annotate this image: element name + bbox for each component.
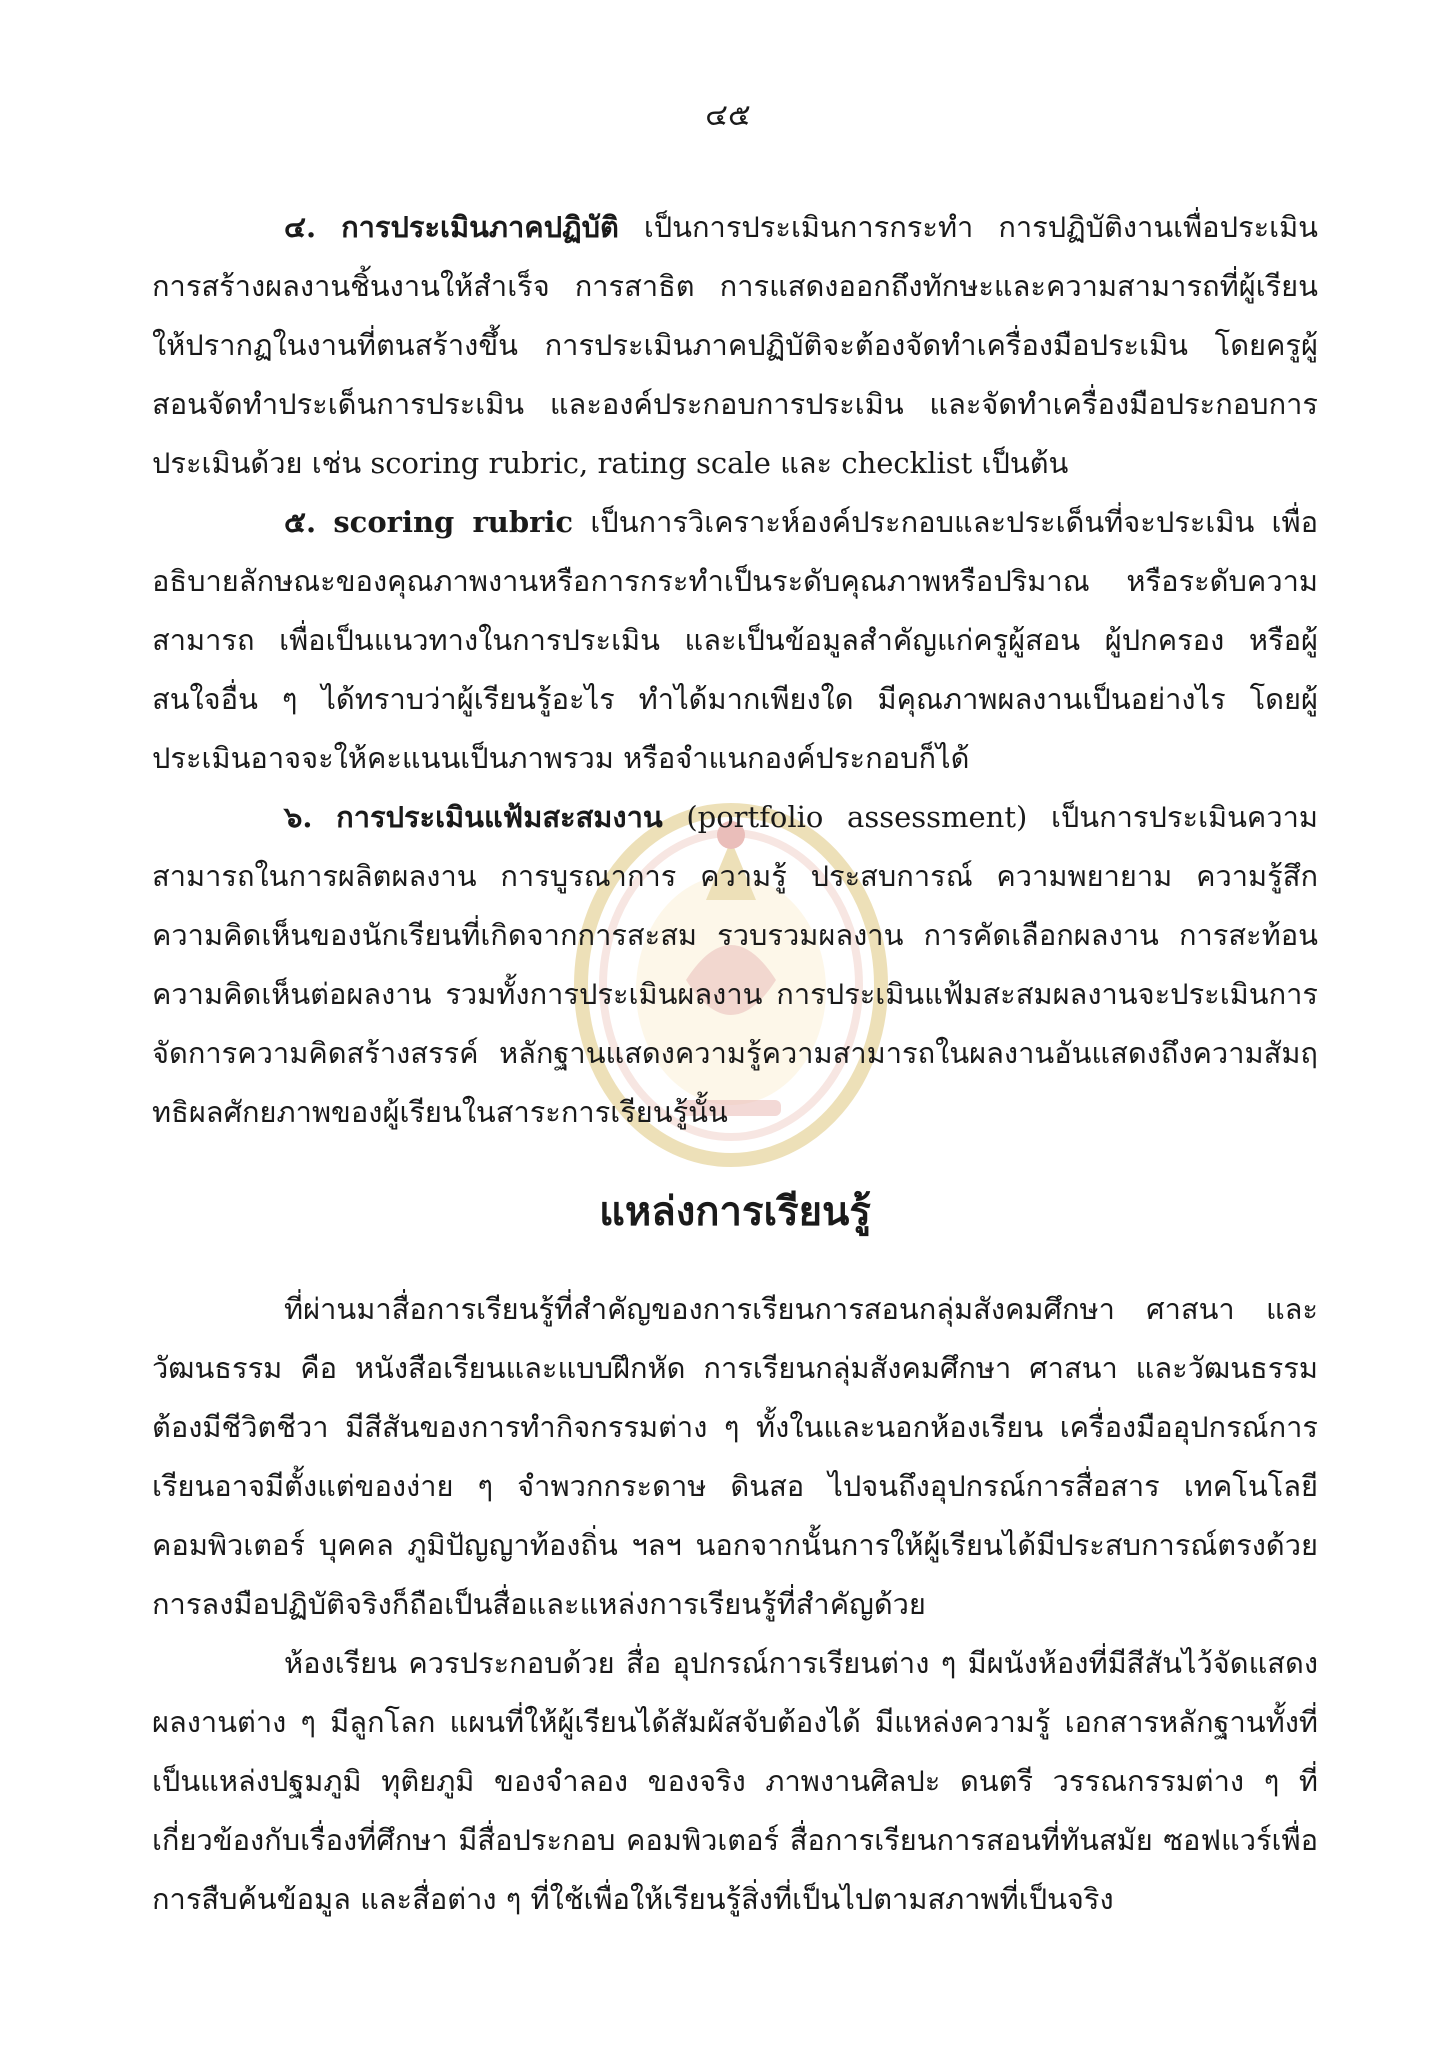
document-body	[152, 198, 1318, 1929]
section-paragraph: ที่ผ่านมาสื่อการเรียนรู้ที่สำคัญของการเรียนการสอนกลุ่มสังคมศึกษา ศาสนา และวัฒนธรรม คือ หนังสือเรียนและแบบฝึกหัด การเรียนกลุ่มสังคมศึกษา ศาสนา และวัฒนธรรมต้องมีชีวิตชีวา มีสีสันของการทำกิจกรรมต่าง ๆ ทั้งในและนอกห้องเรียน เครื่องมืออุปกรณ์การเรียนอาจมีตั้งแต่ของง่าย ๆ จำพวกกระดาษ ดินสอ ไปจนถึงอุปกรณ์การสื่อสาร เทคโนโลยี คอมพิวเตอร์ บุคคล ภูมิปัญญาท้องถิ่น ฯลฯ นอกจากนั้นการให้ผู้เรียนได้มีประสบการณ์ตรงด้วยการลงมือปฏิบัติจริงก็ถือเป็นสื่อและแหล่งการเรียนรู้ที่สำคัญด้วย	[152, 1292, 1318, 1621]
section-heading: แหล่งการเรียนรู้	[599, 1188, 871, 1235]
item-title: การประเมินภาคปฏิบัติ	[341, 210, 619, 244]
item-title: scoring rubric	[333, 505, 574, 539]
assessment-item-6	[152, 788, 1318, 1142]
assessment-item-5	[152, 493, 1318, 788]
item-number: ๖.	[284, 800, 313, 834]
item-title: การประเมินแฟ้มสะสมงาน	[336, 800, 663, 834]
item-number: ๕.	[284, 505, 317, 539]
item-text: (portfolio assessment) เป็นการประเมินความสามารถในการผลิตผลงาน การบูรณาการ ความรู้ ประสบการณ์ ความพยายาม ความรู้สึก ความคิดเห็นของนักเรียนที่เกิดจากการสะสม รวบรวมผลงาน การคัดเลือกผลงาน การสะท้อนความคิดเห็นต่อผลงาน รวมทั้งการประเมินผลงาน การประเมินแฟ้มสะสมผลงานจะประเมินการจัดการความคิดสร้างสรรค์ หลักฐานแสดงความรู้ความสามารถในผลงานอันแสดงถึงความสัมฤทธิผลศักยภาพของผู้เรียนในสาระการเรียนรู้นั้น	[152, 800, 1319, 1129]
item-text: เป็นการวิเคราะห์องค์ประกอบและประเด็นที่จะประเมิน เพื่ออธิบายลักษณะของคุณภาพงานหรือการกระทำเป็นระดับคุณภาพหรือปริมาณ หรือระดับความสามารถ เพื่อเป็นแนวทางในการประเมิน และเป็นข้อมูลสำคัญแก่ครูผู้สอน ผู้ปกครอง หรือผู้สนใจอื่น ๆ ได้ทราบว่าผู้เรียนรู้อะไร ทำได้มากเพียงใด มีคุณภาพผลงานเป็นอย่างไร โดยผู้ประเมินอาจจะให้คะแนนเป็นภาพรวม หรือจำแนกองค์ประกอบก็ได้	[152, 505, 1319, 775]
section-paragraph: ห้องเรียน ควรประกอบด้วย สื่อ อุปกรณ์การเรียนต่าง ๆ มีผนังห้องที่มีสีสันไว้จัดแสดงผลงานต่าง ๆ มีลูกโลก แผนที่ให้ผู้เรียนได้สัมผัสจับต้องได้ มีแหล่งความรู้ เอกสารหลักฐานทั้งที่เป็นแหล่งปฐมภูมิ ทุติยภูมิ ของจำลอง ของจริง ภาพงานศิลปะ ดนตรี วรรณกรรมต่าง ๆ ที่เกี่ยวข้องกับเรื่องที่ศึกษา มีสื่อประกอบ คอมพิวเตอร์ สื่อการเรียนการสอนที่ทันสมัย ซอฟแวร์เพื่อการสืบค้นข้อมูล และสื่อต่าง ๆ ที่ใช้เพื่อให้เรียนรู้สิ่งที่เป็นไปตามสภาพที่เป็นจริง	[152, 1646, 1318, 1916]
page-number: ๔๕	[705, 98, 751, 133]
assessment-item-4	[152, 198, 1318, 493]
item-text: เป็นการประเมินการกระทำ การปฏิบัติงานเพื่อประเมินการสร้างผลงานชิ้นงานให้สำเร็จ การสาธิต การแสดงออกถึงทักษะและความสามารถที่ผู้เรียนให้ปรากฏในงานที่ตนสร้างขึ้น การประเมินภาคปฏิบัติจะต้องจัดทำเครื่องมือประเมิน โดยครูผู้สอนจัดทำประเด็นการประเมิน และองค์ประกอบการประเมิน และจัดทำเครื่องมือประกอบการประเมินด้วย เช่น scoring rubric, rating scale และ checklist เป็นต้น	[152, 210, 1319, 480]
item-number: ๔.	[284, 210, 317, 244]
